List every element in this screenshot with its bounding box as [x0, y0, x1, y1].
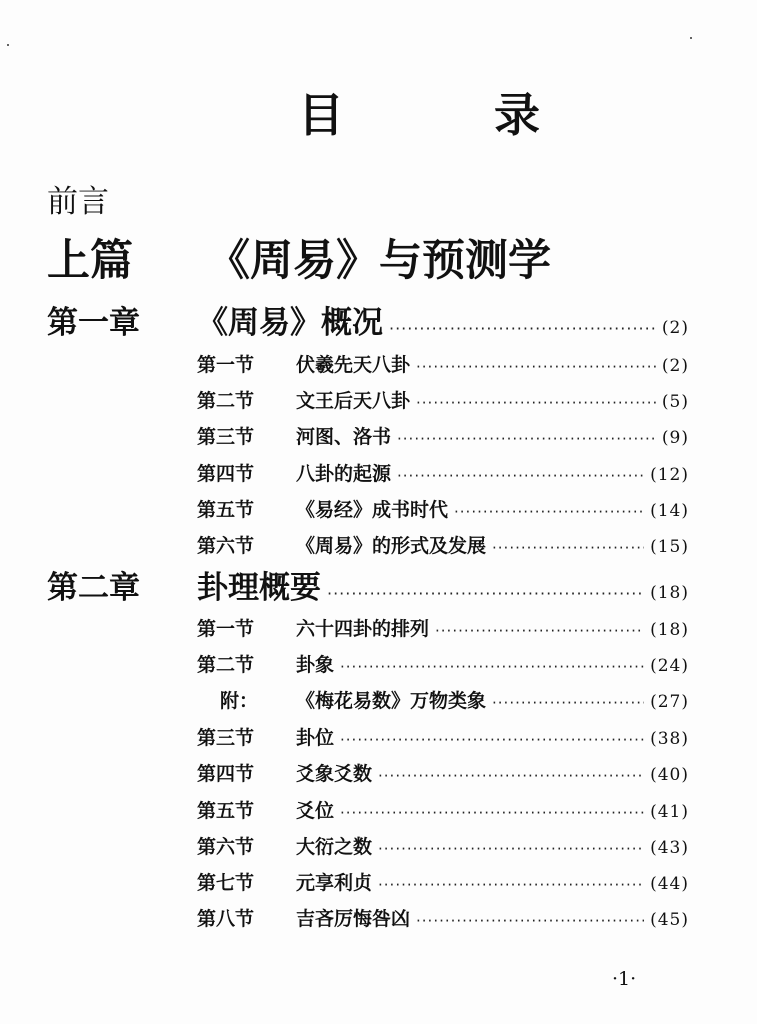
page-number: (38) — [650, 729, 689, 749]
dot-leader — [416, 396, 656, 411]
page-folio: ·1· — [612, 968, 637, 990]
page-number: (27) — [650, 692, 689, 712]
section-label: 第五节 — [197, 800, 255, 822]
section-title: 六十四卦的排列 — [296, 618, 430, 640]
dot-leader — [492, 696, 644, 711]
section-title: 大衍之数 — [296, 836, 373, 858]
section-title: 文王后天八卦 — [296, 390, 411, 412]
section-label: 第一节 — [197, 618, 255, 640]
section-title: 八卦的起源 — [296, 463, 392, 485]
page-number: (43) — [650, 838, 689, 858]
dot-leader — [340, 733, 644, 748]
dot-leader — [397, 432, 656, 447]
section-title: 爻象爻数 — [296, 763, 373, 785]
section-entry — [197, 656, 689, 675]
appendix-label: 附： — [220, 690, 259, 712]
page-number: (18) — [650, 620, 689, 640]
preface-entry: 前言 — [47, 184, 109, 220]
page-number: (9) — [661, 428, 689, 448]
dot-leader — [416, 914, 644, 929]
page-number: (24) — [650, 656, 689, 676]
dot-leader — [340, 806, 644, 821]
section-label: 第二节 — [197, 390, 255, 412]
section-entry — [197, 729, 689, 748]
dot-leader — [378, 842, 644, 857]
section-title: 《易经》成书时代 — [296, 499, 449, 521]
page-number: (5) — [661, 392, 689, 412]
dot-leader — [454, 505, 644, 520]
chapter-entry — [47, 570, 689, 606]
section-label: 第二节 — [197, 654, 255, 676]
section-entry — [197, 910, 689, 929]
page-number: (14) — [650, 501, 689, 521]
section-label: 第三节 — [197, 727, 255, 749]
dot-leader — [340, 660, 644, 675]
page-number: (2) — [661, 356, 689, 376]
dot-leader — [416, 360, 656, 375]
section-label: 第六节 — [197, 535, 255, 557]
part-heading — [47, 236, 551, 286]
section-title: 伏羲先天八卦 — [296, 354, 411, 376]
chapter-title: 卦理概要 — [197, 570, 321, 606]
dot-leader — [389, 321, 656, 337]
section-title: 《周易》的形式及发展 — [296, 535, 487, 557]
section-entry — [197, 392, 689, 411]
section-title: 爻位 — [296, 800, 335, 822]
section-entry — [197, 765, 689, 784]
page-number: (44) — [650, 874, 689, 894]
appendix-entry — [197, 692, 689, 711]
page-number: (2) — [661, 318, 689, 338]
chapter-label: 第一章 — [47, 305, 140, 341]
page-number: (40) — [650, 765, 689, 785]
scan-speck — [7, 44, 9, 46]
section-entry — [197, 465, 689, 484]
chapter-label: 第二章 — [47, 570, 140, 606]
dot-leader — [492, 541, 644, 556]
section-title: 卦象 — [296, 654, 335, 676]
section-entry — [197, 838, 689, 857]
section-title: 卦位 — [296, 727, 335, 749]
chapter-title: 《周易》概况 — [197, 305, 383, 341]
chapter-entry — [47, 305, 689, 341]
page-number: (45) — [650, 910, 689, 930]
dot-leader — [378, 769, 644, 784]
part-label: 上篇 — [47, 236, 133, 286]
section-title: 河图、洛书 — [296, 426, 392, 448]
page-number: (15) — [650, 537, 689, 557]
section-title: 《梅花易数》万物类象 — [296, 690, 487, 712]
section-entry — [197, 537, 689, 556]
scan-speck — [690, 37, 692, 39]
section-label: 第四节 — [197, 763, 255, 785]
dot-leader — [327, 586, 644, 602]
dot-leader — [378, 878, 644, 893]
dot-leader — [397, 469, 644, 484]
section-label: 第七节 — [197, 872, 255, 894]
dot-leader — [435, 624, 644, 639]
section-entry — [197, 620, 689, 639]
section-entry — [197, 802, 689, 821]
page-number: (41) — [650, 802, 689, 822]
section-label: 第八节 — [197, 908, 255, 930]
page-title: 目 录 — [298, 88, 592, 142]
part-title: 《周易》与预测学 — [207, 236, 551, 286]
section-label: 第四节 — [197, 463, 255, 485]
page-number: (18) — [650, 583, 689, 603]
section-label: 第一节 — [197, 354, 255, 376]
section-title: 元享利贞 — [296, 872, 373, 894]
section-entry — [197, 501, 689, 520]
section-entry — [197, 874, 689, 893]
section-label: 第三节 — [197, 426, 255, 448]
section-entry — [197, 428, 689, 447]
section-label: 第五节 — [197, 499, 255, 521]
section-entry — [197, 356, 689, 375]
section-label: 第六节 — [197, 836, 255, 858]
page-number: (12) — [650, 465, 689, 485]
section-title: 吉吝厉悔咎凶 — [296, 908, 411, 930]
